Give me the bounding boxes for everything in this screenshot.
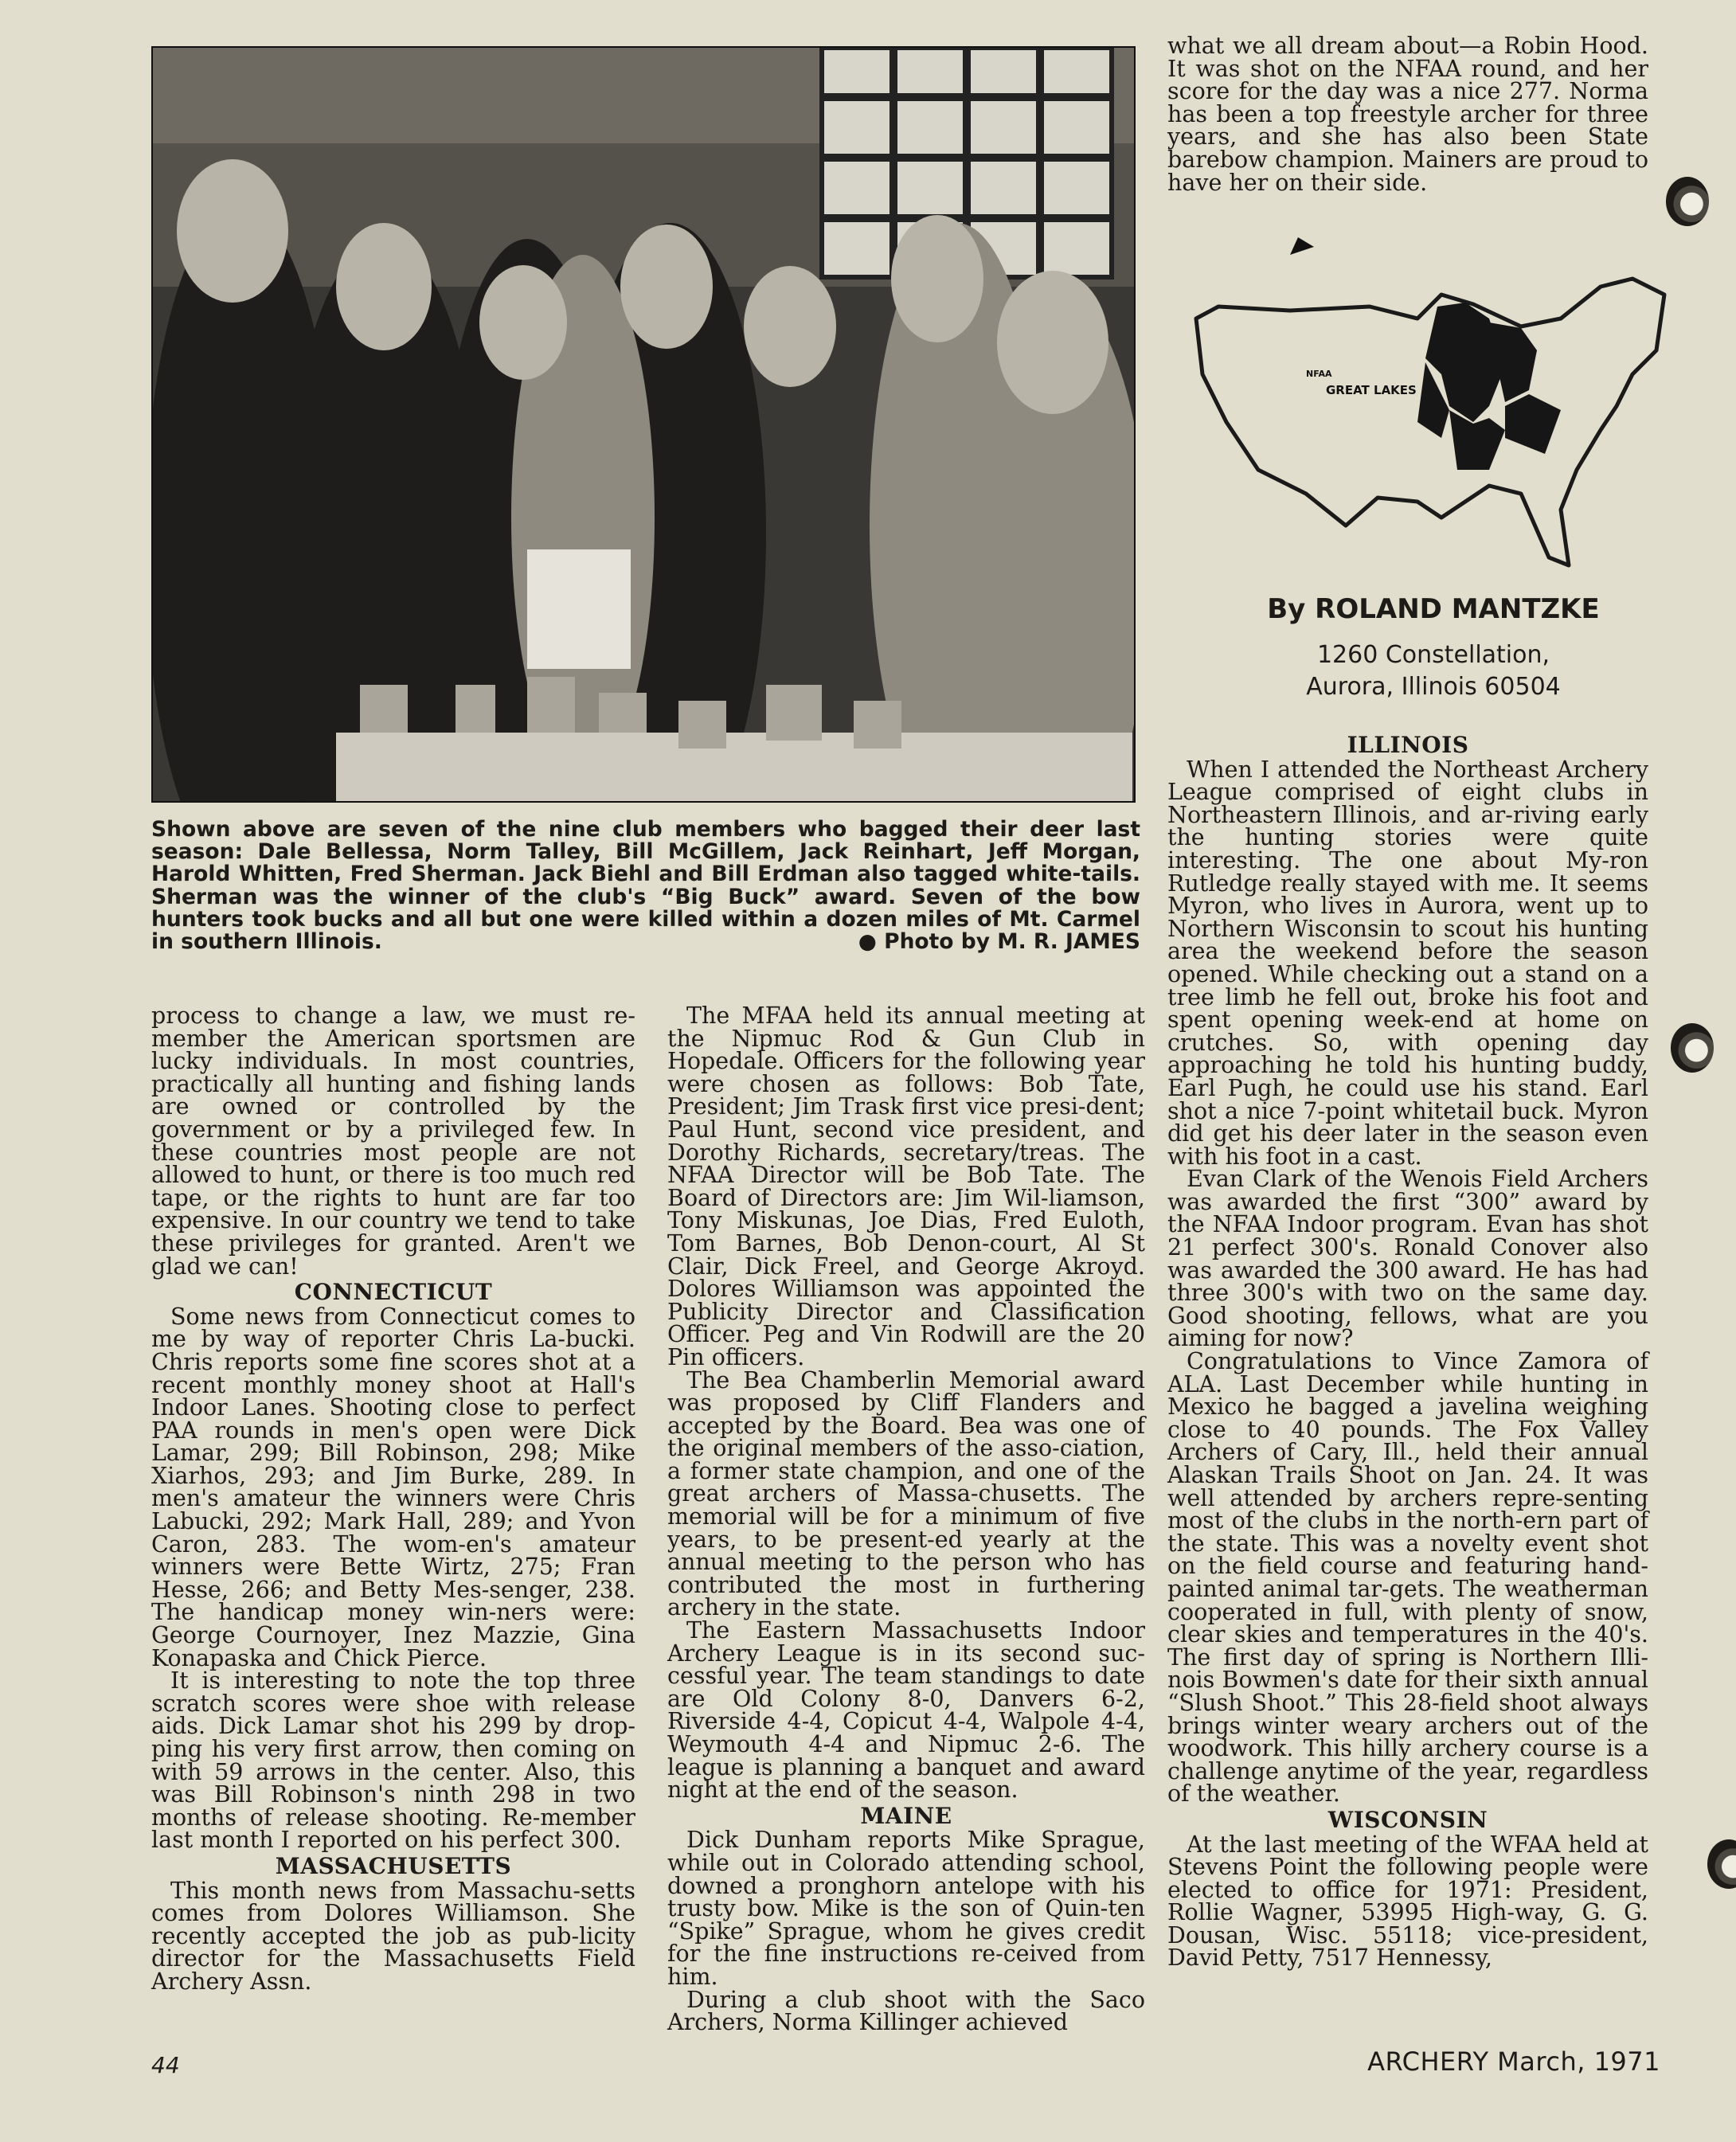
running-title: ARCHERY March, 1971 [1367,2046,1660,2077]
paragraph: process to change a law, we must re-member the American sportsmen are lucky individuals. In most countries, practically all hunting and fishing lands are owned or controlled by the government or by a privileged few. In these countries most people are not allowed to hunt, or there is too much red tape, or the rights to hunt are far too expensive. In our country we tend to take these privileges for granted. Aren't we glad we can! [151,1003,635,1280]
great-lakes-region-map [1187,231,1680,581]
section-heading-massachusetts: MASSACHUSETTS [275,1852,512,1879]
photo-credit: ● Photo by M. R. JAMES [858,929,1140,955]
map-label-nfaa: NFAA [1306,369,1332,379]
binder-hole-middle [1671,1023,1714,1073]
paragraph: Congratulations to Vince Zamora of ALA. Last December while hunting in Mexico he bagged a javelina weighing close to 40 pounds. The Fox Valley Archers of Cary, Ill., held their annual Alaskan Trails Shoot on Jan. 24. It was well attended by archers repre-senting most of the clubs in the north-ern part of the state. This was a novelty event shot on the field course and featuring hand-painted animal tar-gets. The weatherman cooperated in full, with plenty of snow, clear skies and temperatures in the 40's. The first day of spring is Northern Illi-nois Bowmen's date for their sixth annual “Slush Shoot.” This 28-field shoot always brings winter weary archers out of the woodwork. This hilly archery course is a challenge anytime of the year, regardless of the weather. [1167,1348,1648,1808]
map-label-great-lakes: GREAT LAKES [1326,383,1417,397]
paragraph: This month news from Massachu-setts comes from Dolores Williamson. She recently accepted the job as pub-licity director for the Massachusetts Field Archery Assn. [151,1877,635,1995]
binder-hole-bottom [1707,1839,1736,1889]
section-heading-maine: MAINE [860,1802,952,1829]
paragraph: Some news from Connecticut comes to me by way of reporter Chris La-bucki. Chris reports some fine scores shot at a recent monthly money shoot at Hall's Indoor Lanes. Shooting close to perfect PAA rounds in men's open were Dick Lamar, 299; Bill Robinson, 298; Mike Xiarhos, 293; and Jim Burke, 289. In men's amateur the winners were Chris Labucki, 292; Mark Hall, 289; and Yvon Caron, 283. The wom-en's amateur winners were Bette Wirtz, 275; Fran Hesse, 266; and Betty Mes-senger, 238. The handicap money win-ners were: George Cournoyer, Inez Mazzie, Gina Konapaska and Chick Pierce. [151,1303,635,1671]
binder-hole-top [1666,177,1709,226]
caption-text: Shown above are seven of the nine club members who bagged their deer last season: Dale Bellessa, Norm Talley, Bill McGillem, Jack Reinhart, Jeff Morgan, Harold Whitten, Fred Sherman. Jack Biehl and Bill Erdman also tagged white-tails. Sherman was the winner of the club's “Big Buck” award. Seven of the bow hunters took bucks and all but one were killed within a dozen miles of Mt. Carmel in southern Illinois. [151,817,1140,955]
paragraph: The MFAA held its annual meeting at the Nipmuc Rod & Gun Club in Hopedale. Officers for the following year were chosen as follows: Bob Tate, President; Jim Trask first vice presi-dent; Paul Hunt, second vice president, and Dorothy Richards, secretary/treas. The NFAA Director will be Bob Tate. The Board of Directors are: Jim Wil-liamson, Tony Miskunas, Joe Dias, Fred Euloth, Tom Barnes, Bob Denon-court, Al St Clair, Dick Freel, and George Akroyd. Dolores Williamson was appointed the Publicity Director and Classification Officer. Peg and Vin Rodwill are the 20 Pin officers. [667,1003,1145,1370]
column-2 [667,1005,1145,2035]
paragraph: During a club shoot with the Saco Archers, Norma Killinger achieved [667,1986,1145,2036]
column-3-top [1167,35,1648,194]
column-3 [1167,731,1648,1970]
section-heading-illinois: ILLINOIS [1347,732,1469,758]
author-address-line-2: Aurora, Illinois 60504 [1306,673,1561,701]
column-1 [151,1005,635,1994]
section-heading-wisconsin: WISCONSIN [1327,1806,1488,1833]
section-heading-connecticut: CONNECTICUT [294,1279,493,1306]
photo-caption [151,819,1140,953]
club-members-photo [151,46,1136,803]
paragraph: When I attended the Northeast Archery League comprised of eight clubs in Northeastern Illinois, and ar-riving early the hunting stories were quite interesting. The one about My-ron Rutledge really stayed with me. It seems Myron, who lives in Aurora, went up to Northern Wisconsin to scout his hunting area the weekend before the season opened. While checking out a stand on a tree limb he fell out, broke his foot and spent opening week-end at home on crutches. So, with opening day approaching he told his hunting buddy, Earl Pugh, he could use his stand. Earl shot a nice 7-point whitetail buck. Myron did get his deer later in the season even with his foot in a cast. [1167,756,1648,1170]
paragraph: At the last meeting of the WFAA held at Stevens Point the following people were elected to office for 1971: President, Rollie Wagner, 53995 High-way, G. G. Dousan, Wisc. 55118; vice-president, David Petty, 7517 Hennessy, [1167,1831,1648,1972]
page-number: 44 [151,2052,180,2078]
paragraph: It is interesting to note the top three scratch scores were shoe with release aids. Dick Lamar shot his 299 by drop-ping his very first arrow, then coming on with 59 arrows in the center. Also, this was Bill Robinson's ninth 298 in two months of release shooting. Re-member last month I reported on his perfect 300. [151,1667,635,1854]
paragraph: The Eastern Massachusetts Indoor Archery League is in its second suc-cessful year. The team standings to date are Old Colony 8-0, Danvers 6-2, Riverside 4-4, Copicut 4-4, Walpole 4-4, Weymouth 4-4 and Nipmuc 2-6. The league is planning a banquet and award night at the end of the season. [667,1617,1145,1804]
author-address-line-1: 1260 Constellation, [1316,641,1550,669]
paragraph: The Bea Chamberlin Memorial award was proposed by Cliff Flanders and accepted by the Board. Bea was one of the original members of the asso-ciation, a former state champion, and one of the great archers of Massa-chusetts. The memorial will be for a minimum of five years, to be present-ed yearly at the annual meeting to the person who has contributed the most in furthering archery in the state. [667,1366,1145,1621]
paragraph: what we all dream about—a Robin Hood. It was shot on the NFAA round, and her score for the day was a nice 277. Norma has been a top freestyle archer for three years, and she has also been State barebow champion. Mainers are proud to have her on their side. [1167,33,1648,196]
author-byline: By ROLAND MANTZKE [1267,593,1600,625]
paragraph: Dick Dunham reports Mike Sprague, while out in Colorado attending school, downed a pronghorn antelope with his trusty bow. Mike is the son of Quin-ten “Spike” Sprague, whom he gives credit for the fine instructions re-ceived from him. [667,1827,1145,1990]
paragraph: Evan Clark of the Wenois Field Archers was awarded the first “300” award by the NFAA Indoor program. Evan has shot 21 perfect 300's. Ronald Conover also was awarded the 300 award. He has had three 300's with two on the same day. Good shooting, fellows, what are you aiming for now? [1167,1166,1648,1352]
